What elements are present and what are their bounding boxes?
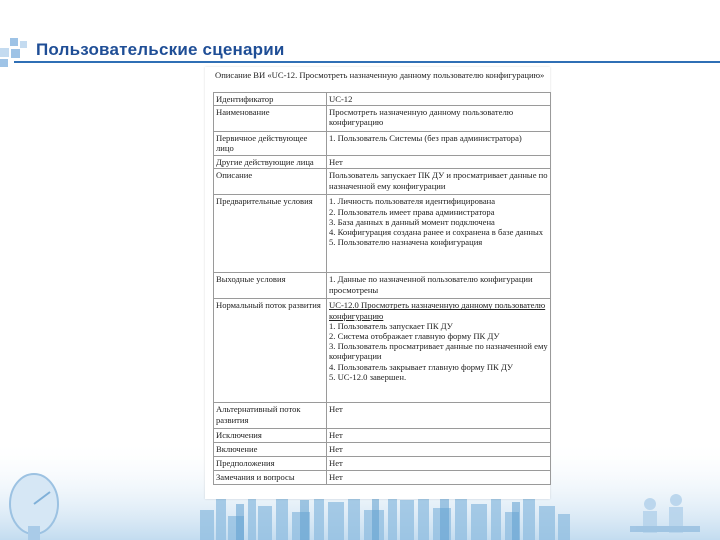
document-caption: Описание ВИ «UC-12. Просмотреть назначенную данному пользователю конфигурацию» <box>215 70 545 80</box>
table-row <box>214 93 551 106</box>
table-row <box>214 273 551 299</box>
row-label: Замечания и вопросы <box>214 471 327 485</box>
table-row <box>214 471 551 485</box>
list-item: 2. Пользователь имеет права администратора <box>329 206 495 217</box>
row-value: 1. Данные по назначенной пользователю конфигурации просмотрены <box>327 273 551 299</box>
row-label: Выходные условия <box>214 273 327 299</box>
row-label: Другие действующие лица <box>214 156 327 169</box>
list-item: 5. UC-12.0 завершен. <box>329 371 407 382</box>
row-value: UC-12 <box>327 93 551 106</box>
row-label: Наименование <box>214 106 327 132</box>
table-row <box>214 106 551 132</box>
row-value: Нет <box>327 156 551 169</box>
row-label: Предварительные условия <box>214 195 327 273</box>
table-row <box>214 169 551 195</box>
list-item: 1. Пользователь запускает ПК ДУ <box>329 320 453 331</box>
table-row <box>214 156 551 169</box>
row-value: Нет <box>327 403 551 429</box>
row-value: Нет <box>327 471 551 485</box>
list-item: 1. Личность пользователя идентифицирована <box>329 196 496 207</box>
list-item: 3. Пользователь просматривает данные по назначенной ему конфигурации <box>329 341 548 362</box>
row-value: Пользователь запускает ПК ДУ и просматривает данные по назначенной ему конфигурации <box>327 169 551 195</box>
table-row <box>214 195 551 273</box>
list-item: 4. Конфигурация создана ранее и сохранена в базе данных <box>329 227 544 238</box>
use-case-table <box>213 92 551 485</box>
table-row <box>214 299 551 403</box>
table-row <box>214 457 551 471</box>
row-label: Нормальный поток развития <box>214 299 327 403</box>
list-item: 5. Пользователю назначена конфигурация <box>329 237 483 248</box>
use-case-document <box>205 67 550 499</box>
row-label: Включение <box>214 443 327 457</box>
row-value-list <box>327 299 551 403</box>
row-label: Первичное действующее лицо <box>214 132 327 156</box>
row-label: Описание <box>214 169 327 195</box>
row-label: Альтернативный поток развития <box>214 403 327 429</box>
row-value: Нет <box>327 457 551 471</box>
row-label: Исключения <box>214 429 327 443</box>
row-value: Просмотреть назначенную данному пользователю конфигурацию <box>327 106 551 132</box>
flow-heading: UC-12.0 Просмотреть назначенную данному пользователю конфигурацию <box>329 300 546 321</box>
table-row <box>214 132 551 156</box>
row-value: Нет <box>327 429 551 443</box>
row-value: Нет <box>327 443 551 457</box>
list-item: 4. Пользователь закрывает главную форму ПК ДУ <box>329 361 513 372</box>
header-underline <box>14 61 720 63</box>
slide-title: Пользовательские сценарии <box>36 40 285 59</box>
header-decoration <box>0 38 28 68</box>
list-item: 2. Система отображает главную форму ПК ДУ <box>329 331 500 342</box>
row-value-list <box>327 195 551 273</box>
table-row <box>214 443 551 457</box>
row-value: 1. Пользователь Системы (без прав администратора) <box>327 132 551 156</box>
table-row <box>214 403 551 429</box>
row-label: Предположения <box>214 457 327 471</box>
row-label: Идентификатор <box>214 93 327 106</box>
table-row <box>214 429 551 443</box>
list-item: 3. База данных в данный момент подключена <box>329 216 495 227</box>
